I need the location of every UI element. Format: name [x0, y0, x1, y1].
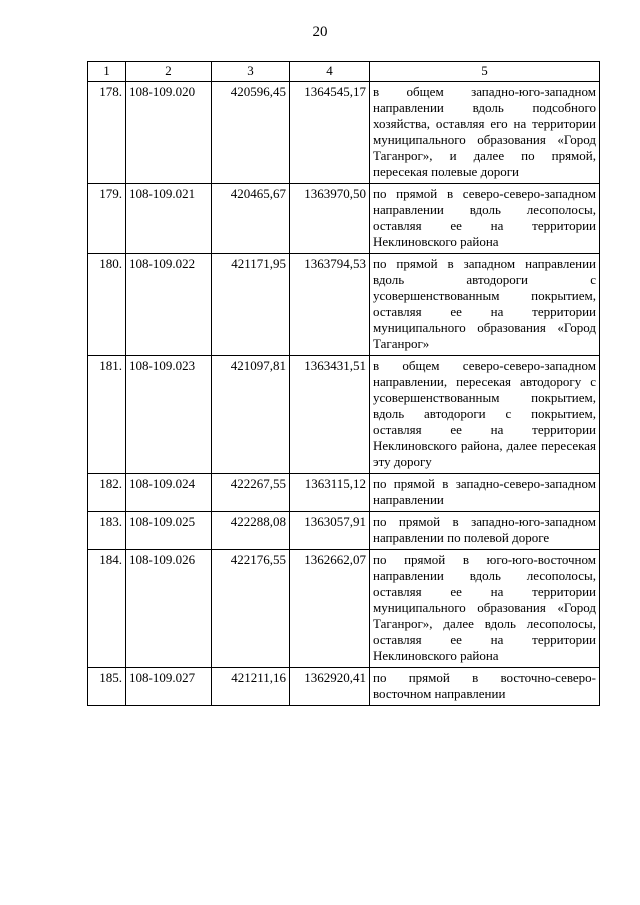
row-number: 185.: [88, 668, 126, 706]
boundary-description: в общем западно-юго-западном направлении вдоль подсобного хозяйства, оставляя его на территории муниципального образования «Город Таганрог», и далее по прямой, пересекая полевые дороги: [370, 82, 600, 184]
y-coordinate: 1363431,51: [290, 356, 370, 474]
row-number: 183.: [88, 512, 126, 550]
point-code: 108-109.020: [126, 82, 212, 184]
boundary-description: по прямой в западно-юго-западном направлении по полевой дороге: [370, 512, 600, 550]
point-code: 108-109.023: [126, 356, 212, 474]
point-code: 108-109.024: [126, 474, 212, 512]
x-coordinate: 422288,08: [212, 512, 290, 550]
boundary-description: в общем северо-северо-западном направлении, пересекая автодорогу с усовершенствованным покрытием, вдоль автодороги с покрытием, оставляя ее на территории Неклиновского района, далее пересекая эту дорогу: [370, 356, 600, 474]
table-header-row: [88, 62, 600, 82]
x-coordinate: 422176,55: [212, 550, 290, 668]
y-coordinate: 1362920,41: [290, 668, 370, 706]
point-code: 108-109.022: [126, 254, 212, 356]
point-code: 108-109.026: [126, 550, 212, 668]
table-row: [88, 512, 600, 550]
table-row: [88, 254, 600, 356]
table-row: [88, 550, 600, 668]
x-coordinate: 421171,95: [212, 254, 290, 356]
column-header-y-coordinate: 4: [290, 62, 370, 82]
table-row: [88, 82, 600, 184]
y-coordinate: 1363057,91: [290, 512, 370, 550]
x-coordinate: 422267,55: [212, 474, 290, 512]
row-number: 178.: [88, 82, 126, 184]
row-number: 180.: [88, 254, 126, 356]
column-header-point-code: 2: [126, 62, 212, 82]
y-coordinate: 1363794,53: [290, 254, 370, 356]
row-number: 182.: [88, 474, 126, 512]
boundary-points-table: [87, 61, 600, 706]
boundary-description: по прямой в восточно-северо-восточном направлении: [370, 668, 600, 706]
x-coordinate: 421211,16: [212, 668, 290, 706]
page-number: 20: [312, 24, 328, 40]
column-header-x-coordinate: 3: [212, 62, 290, 82]
y-coordinate: 1362662,07: [290, 550, 370, 668]
row-number: 181.: [88, 356, 126, 474]
boundary-description: по прямой в северо-северо-западном направлении вдоль лесополосы, оставляя ее на территории Неклиновского района: [370, 184, 600, 254]
boundary-description: по прямой в западном направлении вдоль автодороги с усовершенствованным покрытием, оставляя ее на территории муниципального образования «Город Таганрог»: [370, 254, 600, 356]
point-code: 108-109.027: [126, 668, 212, 706]
row-number: 179.: [88, 184, 126, 254]
column-header-number: 1: [88, 62, 126, 82]
point-code: 108-109.025: [126, 512, 212, 550]
column-header-description: 5: [370, 62, 600, 82]
table-row: [88, 356, 600, 474]
point-code: 108-109.021: [126, 184, 212, 254]
boundary-description: по прямой в западно-северо-западном направлении: [370, 474, 600, 512]
x-coordinate: 421097,81: [212, 356, 290, 474]
table-row: [88, 184, 600, 254]
x-coordinate: 420465,67: [212, 184, 290, 254]
x-coordinate: 420596,45: [212, 82, 290, 184]
y-coordinate: 1363115,12: [290, 474, 370, 512]
table-row: [88, 474, 600, 512]
table-row: [88, 668, 600, 706]
y-coordinate: 1363970,50: [290, 184, 370, 254]
row-number: 184.: [88, 550, 126, 668]
y-coordinate: 1364545,17: [290, 82, 370, 184]
boundary-description: по прямой в юго-юго-восточном направлении вдоль лесополосы, оставляя ее на территории муниципального образования «Город Таганрог», далее вдоль лесополосы, оставляя ее на территории Неклиновского района: [370, 550, 600, 668]
